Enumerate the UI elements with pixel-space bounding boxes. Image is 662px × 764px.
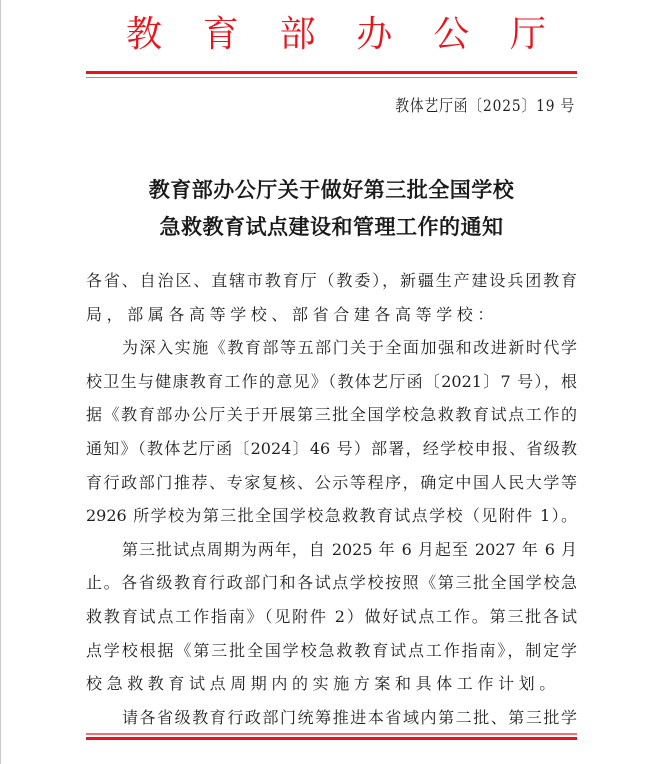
body-line: 为深入实施《教育部等五部门关于全面加强和改进新时代学 — [122, 338, 577, 358]
body-line: 请各省级教育行政部门统筹推进本省域内第二批、第三批学 — [122, 707, 577, 727]
issuer-char: 公 — [433, 14, 470, 55]
issuer-char: 教 — [126, 14, 163, 55]
body-line: 育行政部门推荐、专家复核、公示等程序，确定中国人民大学等 — [86, 472, 577, 492]
body-line: 校急救教育试点周期内的实施方案和具体工作计划。 — [86, 674, 560, 694]
footer-rule-thick — [86, 737, 577, 740]
document-number: 教体艺厅函〔2025〕19 号 — [395, 96, 575, 115]
document-title-line-1: 教育部办公厅关于做好第三批全国学校 — [148, 178, 515, 202]
issuer-header — [126, 12, 546, 58]
body-line: 止。各省级教育行政部门和各试点学校按照《第三批全国学校急 — [86, 573, 577, 593]
issuer-char: 厅 — [509, 14, 546, 55]
issuer-char: 办 — [356, 14, 393, 55]
document-title-line-2: 急救教育试点建设和管理工作的通知 — [159, 215, 504, 239]
body-line: 通知》（教体艺厅函〔2024〕46 号）部署，经学校申报、省级教 — [86, 438, 577, 458]
body-line: 2926 所学校为第三批全国学校急救教育试点学校（见附件 1）。 — [86, 506, 577, 526]
body-line: 校卫生与健康教育工作的意见》（教体艺厅函〔2021〕7 号），根 — [86, 371, 577, 391]
body-line: 局，部属各高等学校、部省合建各高等学校： — [86, 304, 499, 324]
body-line: 第三批试点周期为两年，自 2025 年 6 月起至 2027 年 6 月 — [122, 539, 577, 559]
header-rule-thin — [86, 77, 577, 78]
issuer-char: 部 — [279, 14, 316, 55]
body-line: 点学校根据《第三批全国学校急救教育试点工作指南》，制定学 — [86, 640, 577, 660]
issuer-char: 育 — [202, 14, 239, 55]
footer-rule-thin — [86, 733, 577, 735]
page-left-border — [0, 0, 1, 764]
body-line: 各省、自治区、直辖市教育厅（教委），新疆生产建设兵团教育 — [86, 271, 577, 290]
header-rule-thick — [86, 71, 577, 74]
body-line: 救教育试点工作指南》（见附件 2）做好试点工作。第三批各试 — [86, 606, 577, 626]
body-line: 据《教育部办公厅关于开展第三批全国学校急救教育试点工作的 — [86, 405, 577, 425]
document-body — [86, 264, 577, 734]
